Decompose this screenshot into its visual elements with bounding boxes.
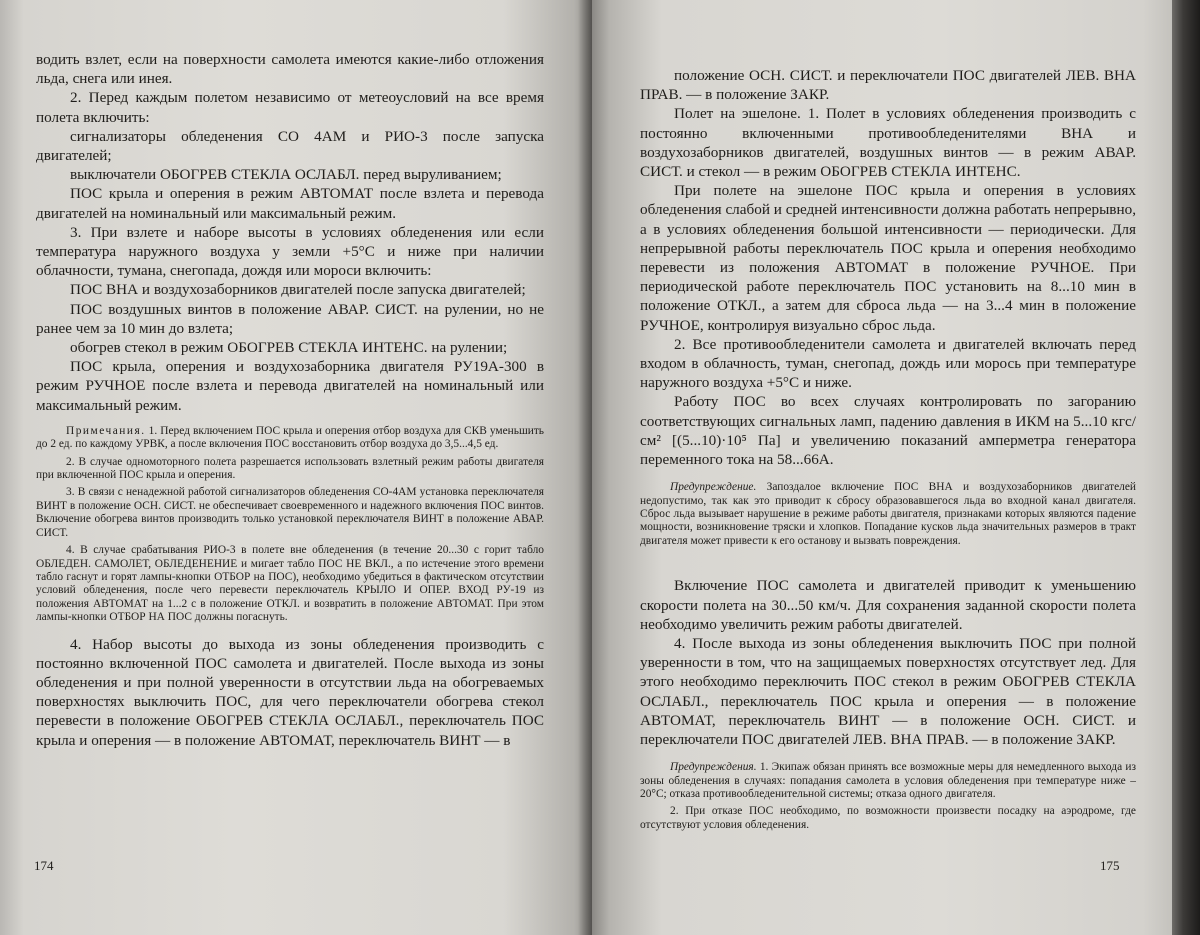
paragraph: сигнализаторы обледенения СО 4АМ и РИО-3 после запуска двигателей; [36, 127, 544, 165]
left-page-text [36, 50, 544, 750]
left-page [0, 0, 592, 935]
paragraph: водить взлет, если на поверхности самолета имеются какие-либо отложения льда, снега или инея. [36, 51, 544, 88]
book-page-edges [1172, 0, 1200, 935]
paragraph: 4. Набор высоты до выхода из зоны обледенения производить с постоянно включенной ПОС самолета и двигателей. После выхода из зоны обледенения и при полной уверенности в отсутствии льда на обогреваемых поверхностях выключить ПОС, для чего переключатели обогрева стекол перевести в положение ОБОГРЕВ СТЕКЛА ОСЛАБЛ., переключатель ПОС крыла и оперения — в положение АВТОМАТ, переключатель ВИНТ — в [36, 635, 544, 749]
paragraph: Полет на эшелоне. 1. Полет в условиях обледенения производить с постоянно включенными противообледенителями ВНА и воздухозаборников двигателей, воздушных винтов — в режим АВАР. СИСТ. и стекол — в режим ОБОГРЕВ СТЕКЛА ИНТЕНС. [640, 105, 1136, 181]
page-number: 175 [1100, 858, 1120, 873]
note-item: 4. В случае срабатывания РИО-3 в полете вне обледенения (в течение 20...30 с горит табло ОБЛЕДЕН. САМОЛЕТ, ОБЛЕДЕНЕНИЕ и мигает табло ПОС НЕ ВКЛ., а по истечение этого времени табло гаснут и горят лампы-кнопки ОТБОР на ПОС), необходимо убедиться в фактическом отсутствии условий обледенения, после чего перевести переключатель КРЫЛО И ОПЕР. ВХОД РУ-19 из положения АВТОМАТ на 1...2 с в положение ОТКЛ. и возвратить в положение АВТОМАТ. При этом лампы-кнопки ОТБОР НА ПОС должны погаснуть. [36, 544, 544, 624]
paragraph: выключатели ОБОГРЕВ СТЕКЛА ОСЛАБЛ. перед выруливанием; [70, 166, 502, 184]
paragraph: ПОС крыла и оперения в режим АВТОМАТ после взлета и перевода двигателей на номинальный или максимальный режим. [36, 185, 544, 222]
warning-item [640, 761, 1136, 801]
paragraph: положение ОСН. СИСТ. и переключатели ПОС двигателей ЛЕВ. ВНА ПРАВ. — в положение ЗАКР. [640, 67, 1136, 104]
spacer [640, 558, 1136, 576]
warning-block [640, 481, 1136, 548]
warning-text: 1. Экипаж обязан принять все возможные меры для немедленного выхода из зоны обледенения в случаях: попадания самолета в условия обледенения при температуре ниже –20°С; отказа противообледенительной системы; отказа одного двигателя. [640, 761, 1136, 800]
warnings-block [640, 761, 1136, 832]
note-item: 2. В случае одномоторного полета разрешается использовать взлетный режим работы двигателя при включенной ПОС крыла и оперения. [36, 455, 544, 482]
paragraph: обогрев стекол в режим ОБОГРЕВ СТЕКЛА ИНТЕНС. на рулении; [70, 339, 508, 357]
note-item [36, 425, 544, 452]
paragraph: ПОС воздушных винтов в положение АВАР. СИСТ. на рулении, но не ранее чем за 10 мин до взлета; [36, 300, 544, 337]
right-page [592, 0, 1172, 935]
paragraph: 3. При взлете и наборе высоты в условиях обледенения или если температура наружного воздуха у земли +5°С и ниже при наличии облачности, тумана, снегопада, дождя или мороси включить: [36, 223, 544, 280]
paragraph: 2. Все противообледенители самолета и двигателей включать перед входом в облачность, туман, снегопад, дождь или морось при температуре наружного воздуха +5°С и ниже. [640, 335, 1136, 392]
notes-block [36, 425, 544, 625]
warnings-label: Предупреждения. [670, 761, 757, 774]
paragraph: Включение ПОС самолета и двигателей приводит к уменьшению скорости полета на 30...50 км/ч. Для сохранения заданной скорости полета необходимо увеличить режим работы двигателей. [640, 577, 1136, 633]
warning-text: Запоздалое включение ПОС ВНА и воздухозаборников двигателей недопустимо, так как это приводит к сбросу образовавшегося льда во входной канал двигателя. Сброс льда вызывает нарушение в режиме работы двигателя, признаками которых являются падение мощности, возникновение тряски и хлопков. Попадание кусков льда значительных размеров в тракт двигателя может привести к его останову и вызвать повреждения. [640, 481, 1136, 547]
note-item: 3. В связи с ненадежной работой сигнализаторов обледенения СО-4АМ установка переключателя ВИНТ в положение ОСН. СИСТ. не обеспечивает своевременного и надежного включения ПОС винтов. Включение обогрева винтов производить только установкой переключателя ВИНТ в положение АВАР. СИСТ. [36, 486, 544, 539]
notes-label: Примечания. [66, 424, 146, 437]
paragraph: 4. После выхода из зоны обледенения выключить ПОС при полной уверенности в том, что на защищаемых поверхностях отсутствует лед. Для этого необходимо переключить ПОС стекол в режим ОБОГРЕВ СТЕКЛА ОСЛАБЛ., переключатель ПОС крыла и оперения — в положение АВТОМАТ, переключатель ВИНТ — в положение ОСН. СИСТ. и переключатели ПОС двигателей ЛЕВ. ВНА ПРАВ. — в положение ЗАКР. [640, 634, 1136, 748]
warning-item: 2. При отказе ПОС необходимо, по возможности произвести посадку на аэродроме, где отсутствуют условия обледенения. [640, 805, 1136, 831]
warning-item [640, 481, 1136, 548]
warning-label: Предупреждение. [670, 481, 757, 494]
paragraph: 2. Перед каждым полетом независимо от метеоусловий на все время полета включить: [36, 89, 544, 126]
paragraph: ПОС крыла, оперения и воздухозаборника двигателя РУ19А-300 в режим РУЧНОЕ после взлета и перевода двигателей на номинальный или максимальный режим. [36, 358, 544, 414]
right-page-text [640, 66, 1136, 842]
page-number: 174 [34, 858, 54, 873]
paragraph: ПОС ВНА и воздухозаборников двигателей после запуска двигателей; [70, 281, 526, 299]
paragraph: Работу ПОС во всех случаях контролировать по загоранию соответствующих сигнальных ламп, падению давления в ИКМ на 5...10 кгс/см² [(5...10)·10⁵ Па] и увеличению показаний амперметра генератора переменного тока на 58...66А. [640, 393, 1136, 469]
note-text: 1. Перед включением ПОС крыла и оперения отбор воздуха для СКВ уменьшить до 2 ед. по каждому УРВК, а после включения ПОС восстановить отбор воздуха до 3,5...4,5 ед. [36, 424, 544, 451]
paragraph: При полете на эшелоне ПОС крыла и оперения в условиях обледенения слабой и средней интенсивности должна работать непрерывно, а в условиях обледенения большой интенсивности — периодически. Для непрерывной работы переключатель ПОС крыла и оперения необходимо перевести из положения АВТОМАТ в положение РУЧНОЕ. При периодической работе переключатель ПОС установить на 8...10 мин в положение ОТКЛ., а затем для сброса льда — на 3...4 мин в положение РУЧНОЕ, контролируя визуально сброс льда. [640, 182, 1136, 334]
